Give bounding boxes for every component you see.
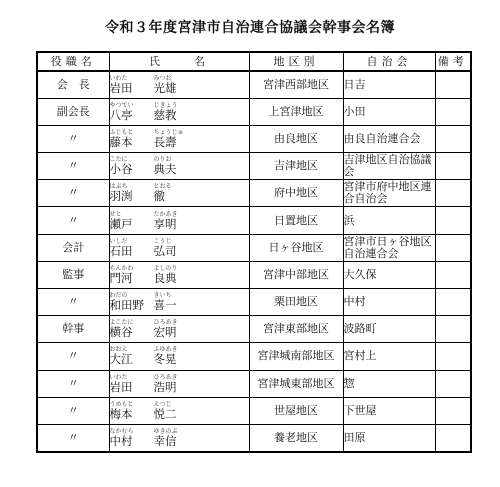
role-text: 〃 [67,349,79,363]
given-kana: みつお [153,74,172,82]
member-name [110,292,177,312]
surname: 小谷 [109,162,133,177]
surname-kana: こたに [109,156,128,164]
given-kana: こうじ [153,237,172,245]
association-text: 波路町 [343,322,377,336]
table-row [37,153,471,180]
surname: 横谷 [109,325,133,340]
cell-role [37,98,109,125]
given-kana: ふゆあき [153,346,178,354]
given-name: 弘司 [153,243,177,258]
surname-kana: ふじもと [109,128,134,136]
cell-association [343,289,435,316]
district-text: 養老地区 [274,430,318,444]
member-name [110,129,184,149]
given-kana: ひろあき [153,319,178,327]
cell-district [249,125,343,152]
header-association: 自治会 [343,52,435,71]
cell-role [37,153,109,180]
district-text: 由良地区 [274,131,318,145]
header-role: 役職名 [37,52,109,71]
table-row [37,397,471,424]
table-row [37,180,471,207]
surname: 藤本 [109,134,133,149]
role-text: 〃 [67,213,79,227]
association-text: 宮津市府中地区連合自治会 [343,180,432,206]
role-text: 〃 [67,403,79,417]
cell-notes [435,125,471,152]
association-text: 中村 [343,295,366,309]
given-name: 喜一 [153,298,177,313]
cell-district [249,370,343,397]
header-notes: 備考 [435,52,471,71]
table-row [37,234,471,261]
cell-district [249,343,343,370]
district-text: 世屋地区 [274,403,318,417]
cell-role [37,207,109,234]
cell-district [249,261,343,288]
given-name: 典夫 [153,162,177,177]
cell-district [249,207,343,234]
cell-notes [435,180,471,207]
surname: 門河 [109,270,133,285]
surname: 大江 [109,352,133,367]
member-name [110,75,177,95]
cell-district [249,316,343,343]
cell-notes [435,98,471,125]
given-name: 光雄 [153,80,177,95]
table-row [37,343,471,370]
association-text: 小田 [343,104,366,118]
surname: 岩田 [109,80,133,95]
header-name: 氏 名 [109,52,249,71]
surname-kana: うめもと [109,400,134,408]
given-kana: とおる [153,183,172,191]
member-name [110,156,177,176]
given-name: 宏明 [153,325,177,340]
cell-name [109,397,249,424]
association-text: 浜 [343,213,355,227]
table-row [37,424,471,451]
table-row [37,289,471,316]
table-row [37,125,471,152]
role-text: 〃 [67,430,79,444]
cell-role [37,370,109,397]
cell-role [37,125,109,152]
given-kana: たかあき [153,210,178,218]
member-name [110,183,172,203]
cell-notes [435,316,471,343]
surname-kana: いわた [109,74,128,82]
cell-name [109,180,249,207]
role-text: 〃 [67,295,79,309]
surname-kana: いしだ [109,237,128,245]
header-district: 地区別 [249,52,343,71]
surname-kana: おおえ [109,346,128,354]
cell-association [343,71,435,98]
role-text: 会計 [62,240,85,254]
member-name [110,102,178,122]
association-text: 大久保 [343,267,377,281]
association-text: 惣 [343,376,355,390]
cell-district [249,397,343,424]
district-text: 宮津中部地区 [263,267,329,281]
cell-role [37,397,109,424]
district-text: 宮津城東部地区 [257,376,335,390]
member-name [110,319,178,339]
cell-role [37,234,109,261]
cell-association [343,397,435,424]
district-text: 宮津城南部地区 [257,349,335,363]
role-text: 〃 [67,186,79,200]
given-kana: ちょうじゅ [153,128,184,136]
cell-association [343,234,435,261]
association-text: 田原 [343,430,366,444]
district-text: 宮津東部地区 [263,322,329,336]
given-name: 享明 [153,216,177,231]
table-header [37,52,471,71]
cell-notes [435,153,471,180]
association-text: 由良自治連合会 [343,131,421,145]
surname-kana: いわた [109,373,128,381]
role-text: 副会長 [56,104,90,118]
association-text: 日吉 [343,77,366,91]
given-kana: じきょう [153,101,178,109]
roster-table [36,51,472,453]
cell-name [109,234,249,261]
surname-kana: はぶち [109,183,128,191]
association-text: 宮村上 [343,349,377,363]
given-name: 幸信 [153,433,177,448]
cell-district [249,180,343,207]
cell-notes [435,343,471,370]
association-text: 吉津地区自治協議会 [343,153,432,179]
cell-name [109,71,249,98]
given-name: 徹 [153,189,165,204]
surname-kana: せと [109,210,122,218]
given-name: 長壽 [153,134,177,149]
given-name: 浩明 [153,379,177,394]
table-row [37,370,471,397]
cell-district [249,289,343,316]
given-kana: のりお [153,156,172,164]
table-row [37,316,471,343]
cell-name [109,289,249,316]
cell-association [343,153,435,180]
cell-association [343,180,435,207]
cell-district [249,424,343,451]
cell-notes [435,261,471,288]
role-text: 幹事 [62,322,85,336]
surname: 梅本 [109,406,133,421]
cell-role [37,343,109,370]
cell-name [109,98,249,125]
district-text: 吉津地区 [274,159,318,173]
member-name [110,346,178,366]
role-text: 監事 [62,267,85,281]
district-text: 日置地区 [274,213,318,227]
district-text: 府中地区 [274,186,318,200]
given-kana: きいち [153,292,172,300]
cell-role [37,289,109,316]
cell-notes [435,289,471,316]
surname-kana: なかむら [109,427,134,435]
cell-role [37,316,109,343]
given-name: 冬晃 [153,352,177,367]
district-text: 上宮津地区 [268,104,324,118]
member-name [110,211,178,231]
surname: 石田 [109,243,133,258]
cell-district [249,71,343,98]
role-text: 会 長 [56,77,90,91]
cell-role [37,424,109,451]
surname-kana: わだの [109,292,128,300]
cell-association [343,343,435,370]
cell-role [37,180,109,207]
surname: 中村 [109,433,133,448]
given-kana: えつじ [153,400,172,408]
table-row [37,71,471,98]
cell-association [343,424,435,451]
cell-name [109,261,249,288]
surname: 瀬戸 [109,216,133,231]
cell-association [343,125,435,152]
district-text: 日ヶ谷地区 [268,240,324,254]
cell-association [343,261,435,288]
cell-role [37,261,109,288]
member-name [110,374,178,394]
table-row [37,98,471,125]
cell-name [109,125,249,152]
cell-name [109,343,249,370]
member-name [110,265,178,285]
document-title: 令和３年度宮津市自治連合協議会幹事会名簿 [105,20,395,36]
cell-name [109,370,249,397]
cell-name [109,316,249,343]
given-name: 慈教 [153,107,177,122]
cell-name [109,207,249,234]
cell-name [109,153,249,180]
table-body [37,71,471,452]
given-kana: ゆきのぶ [153,427,178,435]
role-text: 〃 [67,131,79,145]
surname: 八亭 [109,107,133,122]
table-row [37,261,471,288]
given-name: 良典 [153,270,177,285]
cell-association [343,316,435,343]
member-name [110,401,177,421]
cell-name [109,424,249,451]
surname-kana: やつてい [109,101,134,109]
cell-district [249,98,343,125]
cell-role [37,71,109,98]
cell-district [249,234,343,261]
cell-notes [435,370,471,397]
cell-district [249,153,343,180]
member-name [110,238,177,258]
association-text: 宮津市日ヶ谷地区自治連合会 [343,234,432,260]
cell-notes [435,207,471,234]
cell-notes [435,424,471,451]
cell-notes [435,397,471,424]
given-name: 悦二 [153,406,177,421]
cell-association [343,370,435,397]
cell-association [343,98,435,125]
table-row [37,207,471,234]
surname: 岩田 [109,379,133,394]
cell-notes [435,234,471,261]
district-text: 宮津西部地区 [263,77,329,91]
surname-kana: もんかわ [109,264,134,272]
surname-kana: よこたに [109,319,134,327]
association-text: 下世屋 [343,403,377,417]
surname: 羽渕 [109,189,133,204]
role-text: 〃 [67,376,79,390]
given-kana: よしのり [153,264,178,272]
cell-notes [435,71,471,98]
surname: 和田野 [109,298,144,313]
given-kana: ひろあき [153,373,178,381]
role-text: 〃 [67,159,79,173]
cell-association [343,207,435,234]
district-text: 栗田地区 [274,295,318,309]
member-name [110,428,178,448]
